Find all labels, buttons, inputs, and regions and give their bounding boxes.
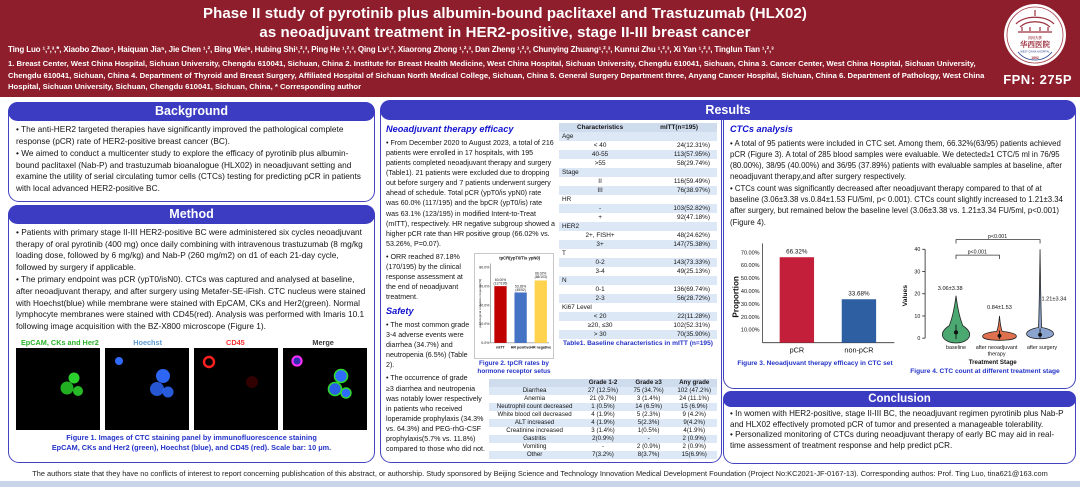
figure1-label-merge: Merge: [312, 338, 334, 348]
svg-text:60.0%: 60.0%: [479, 284, 490, 289]
figure3-chart: [730, 230, 900, 360]
safety-subheading: Safety: [386, 306, 414, 317]
conclusion-heading: Conclusion: [723, 391, 1076, 407]
svg-text:after neoadjuvant: after neoadjuvant: [975, 344, 1018, 351]
table1: Characteristics mITT(n=195) Age < 40 24(12.31%) 40-55 113(57.95%) >55 58(29.74%) Stage II 116(59.49%) III 76(38.97%) HR - 103(52.82%) + 92(47.18%) HER2 2+, FISH+ 48(24.62%) 3+ 147(75.38%) T 0-2 143(73.33%) 3-4 49(25.13%) N 0-1 136(69.74%) 2-3 56(28.72%) Ki67 Level < 20 22(11.28%) ≥20, ≤30 102(52.31%) > 30 70(35.90%): [559, 123, 717, 339]
background-section: [8, 102, 375, 202]
figure3-block: [730, 230, 900, 376]
figure2-chart: [474, 253, 554, 359]
svg-text:3.06±3.38: 3.06±3.38: [937, 285, 963, 292]
table2: Grade 1-2 Grade ≥3 Any grade Diarrhea 27 (12.5%) 75 (34.7%) 102 (47.2%) Anemia 21 (9.7%) 3 (1.4%) 24 (11.1%) Neutrophil count decreased 1 (0.5%) 14 (6.5%) 15 (6.9%) White blood cell decreased 4 (1.9%) 5 (2.3%) 9 (4.2%) ALT increased 4 (1.9%) 5(2.3%) 9(4.2%) Creatinine increased 3 (1.4%) 1(0.5%) 4(1.9%) Gastritis 2(0.9%) - 2 (0.9%) Vomiting - 2 (0.9%) 2 (0.9%) Other 7(3.2%) 8(3.7%) 15(6.9%): [489, 379, 717, 459]
figure3-y-axis-label: Proportion: [731, 275, 741, 318]
svg-text:0: 0: [917, 335, 921, 342]
poster-number-badge: FPN: 275P: [1003, 72, 1072, 87]
poster-title-line1: Phase II study of pyrotinib plus albumin-bound paclitaxel and Trastuzumab (HLX02): [202, 5, 807, 22]
svg-text:20.0%: 20.0%: [479, 321, 490, 326]
ctcs-paragraph-2: • CTCs count was significantly decreased after neoadjuvant therapy compared to that of at baseline (3.06±3.38 vs.0.84±1.53 FU/5ml, p< 0.001). CTCs count slightly increased to 1.21±3.34 after surgery, but remained below the baseline level (3.06±3.38 vs. 1.21±3.34 FU/5ml, p<0.001) (Figure 4).: [730, 184, 1063, 227]
svg-text:1.21±3.34: 1.21±3.34: [1041, 296, 1067, 303]
svg-text:30: 30: [914, 269, 921, 276]
svg-text:HR positive: HR positive: [510, 345, 531, 350]
svg-text:66.02%: 66.02%: [535, 271, 547, 276]
figure1-label-epcam: EpCAM, CKs and Her2: [20, 338, 99, 348]
figure4-y-axis-label: Values: [901, 284, 909, 306]
figure2-x-ticks: [496, 345, 551, 349]
method-bullet-2: • The primary endpoint was pCR (ypT0/isN0). CTCs was captured and analysed at baseline, after neoadjuvant therapy, and after surgery using Metafer-SE-iFish. CTC nucleus were stained with Hoechst(blue) while membrane were stained with EpCAM, CKs and Her2(green). Normal lymphocyte membranes were stained with CD45(red). Analysis was performed with Imaris 10.1 following image acquisition with the BZ-X800 microscope (Figure 1).: [16, 274, 366, 331]
figure1-panel-epcam: [16, 348, 100, 430]
svg-text:80.0%: 80.0%: [479, 265, 490, 270]
figure4-y-ticks: [914, 247, 920, 342]
figure4-block: [900, 230, 1070, 376]
svg-text:40.0%: 40.0%: [479, 303, 490, 308]
figure1-caption-line1: Figure 1. Images of CTC staining panel by immunofluorescence staining: [66, 433, 317, 443]
figure2-y-axis-label: pathological complete response(%): [477, 278, 482, 328]
safety-paragraph-1: • The most common grade 3-4 adverse events were diarrhea (34.7%) and neutropenia (6.5%) (Table 2).: [386, 321, 470, 370]
results-efficacy-column: [380, 100, 722, 463]
figure4-pvalue-mid: p<0.001: [967, 249, 987, 256]
figure1-panels: [9, 347, 374, 431]
logo-cn-small: 四川大学: [1028, 36, 1042, 40]
figure2-y-ticks: [479, 265, 490, 345]
figure2-bar-hr-negative: [535, 280, 547, 342]
svg-text:(117/195): (117/195): [493, 281, 508, 286]
efficacy-subheading: Neoadjuvant therapy efficacy: [386, 124, 514, 134]
logo-en: WEST CHINA HOSPITAL: [1020, 50, 1050, 54]
svg-text:33.68%: 33.68%: [848, 289, 870, 297]
svg-text:53.26%: 53.26%: [515, 284, 527, 289]
svg-text:60.00%: 60.00%: [494, 277, 507, 282]
conclusion-bullet-1: • In women with HER2-positive, stage II-III BC, the neoadjuvant regimen pyrotinib plus Nab-P and HLX02 effectively promoted pCR of tumor and presented a manageable tolerability.: [730, 409, 1064, 429]
figure2-bar-hr-positive: [514, 292, 526, 342]
svg-text:0.84±1.53: 0.84±1.53: [987, 304, 1012, 311]
figure4-violin-after-surgery: [1027, 249, 1054, 338]
safety-paragraph-2: • The occurrence of grade ≥3 diarrhea and neutropenia was notably lower respectively in patients who received loperamide prophylaxis (34.3% vs. 64.3%) and PEG-rhG-CSF prophylaxis(5.7% vs. 11.8%) compared to those who did not.: [386, 374, 485, 453]
hospital-logo: [1004, 4, 1066, 66]
figure2-title: tpCR(ypT0/Tis ypN0): [499, 255, 541, 261]
svg-text:0.0%: 0.0%: [481, 340, 490, 345]
svg-text:20.00%: 20.00%: [740, 314, 760, 321]
bottom-accent-strip: [0, 481, 1080, 487]
results-ctcs-column: [723, 100, 1076, 389]
svg-text:50.00%: 50.00%: [740, 275, 760, 282]
figure4-pvalue-top: p<0.001: [987, 233, 1008, 240]
conclusion-section: [723, 391, 1076, 464]
ctcs-paragraph-1: • A total of 95 patients were included in CTC set. Among them, 66.32%(63/95) patients achieved pCR (Figure 3). A total of 285 blood samples were evaluable. We detected≥1 CTC/5 ml in 76/95 (80.00%), 38/95 (40.00%) and 36/95 (37.89%) patients with evaluable samples at baseline, after neoadjuvant therapy,and after surgery respectively.: [730, 139, 1063, 182]
svg-text:40.00%: 40.00%: [740, 288, 760, 295]
conclusion-bullet-2: • Personalized monitoring of CTCs during neoadjuvant therapy of early BC may aid in real-time assessment of treatment response and help predict pCR.: [730, 430, 1055, 450]
logo-cn: 华西医院: [1020, 40, 1050, 49]
background-heading: Background: [8, 102, 375, 121]
background-bullet-2: • We aimed to conduct a multicenter study to explore the efficacy of pyrotinib plus albumin-bound paclitaxel (Nab-P) and trastuzumab bioanalogue (HLX02) in neoadjuvant setting and examine the utility of serial circulating tumor cells (CTCs) testing for predicting pCR in patients with local advanced HER2-positive BC.: [16, 148, 361, 194]
method-heading: Method: [8, 205, 375, 224]
method-bullet-1: • Patients with primary stage II-III HER2-positive BC were administered six cycles neoadjuvant therapy of oral pyrotinib (400 mg) once daily combining with intravenous trastuzumab (8 mg/kg loading dose, followed by 6 mg/kg) and Nab-P (260 mg/m2) on d1 of each 21-day cycle, followed by surgery if applicable.: [16, 227, 363, 272]
figure3-y-ticks: [741, 250, 760, 333]
figure1-panel-merge: [283, 348, 367, 430]
svg-text:non-pCR: non-pCR: [844, 345, 874, 355]
figure3-bar-non-pcr: [842, 299, 876, 342]
disclosure-footer: The authors state that they have no conflicts of interest to report concerning publishcation of this abstract, or authorship. Study sponsored by Beijing Science and Technology Innovation Medical Development Foundation (Project No:KC2021-JF-0167-13). Corresponding authos: Prof. Ting Luo, tina621@163.com: [0, 466, 1080, 481]
svg-text:20: 20: [914, 291, 921, 298]
figure2-caption: Figure 2. tpCR rates by hormone receptor setus: [477, 359, 551, 375]
figure3-caption: Figure 3. Neoadjuvant therapy efficacy in CTC set: [737, 360, 893, 368]
figure3-bar-pcr: [780, 257, 814, 342]
svg-text:(49/92): (49/92): [515, 287, 526, 292]
figure1-panel-hoechst: [105, 348, 189, 430]
method-section: [8, 205, 375, 463]
figure2-block: [474, 253, 554, 376]
affiliations: 1. Breast Center, West China Hospital, Sichuan University, Chengdu 610041, Sichuan, China 2. Institute for Breast Health Medicine, West China Hospital, Sichuan University, Chengdu 610041, Sichuan, China 3. Cancer Center, West China Hospital, Sichuan University, Chengdu 610041, Sichuan, China 4. Department of Thyroid and Breast Surgery, Affiliated Hospital of Sichuan North Medical College, Sichuan, China 5. General Surgery Department three, Anyang Cancer Hospital, Sichuan, China 6. Department of Pathology, West China Hospital, Sichuan University, Sichuan, Chengdu 610041, Sichuan, China, * Corresponding author: [8, 59, 985, 92]
svg-text:40: 40: [914, 246, 921, 253]
ctcs-subheading: CTCs analysis: [730, 124, 793, 134]
svg-text:therapy: therapy: [987, 351, 1006, 358]
svg-text:baseline: baseline: [945, 344, 967, 351]
logo-year: 1892: [1031, 56, 1039, 60]
figure3-x-ticks: [790, 345, 874, 354]
background-bullet-1: • The anti-HER2 targeted therapies have significantly improved the pathological complete response (pCR) rate of HER2-positive breast cancer (BC).: [16, 124, 344, 146]
figure4-significance-brackets: [956, 234, 1040, 259]
poster-title-line2: as neoadjuvant treatment in HER2-positive, stage II-III breast cancer: [259, 24, 751, 41]
figure4-caption: Figure 4. CTC count at different treatment stage: [910, 367, 1060, 375]
figure4-chart: [900, 230, 1070, 367]
figure1-panel-labels: [9, 338, 374, 347]
svg-text:66.32%: 66.32%: [786, 247, 808, 255]
svg-text:pCR: pCR: [789, 345, 805, 355]
svg-text:(68/103): (68/103): [534, 274, 547, 279]
figure1-label-hoechst: Hoechst: [133, 338, 163, 348]
svg-text:60.00%: 60.00%: [740, 262, 760, 269]
results-heading: Results: [380, 100, 1076, 120]
figure1-panel-cd45: [194, 348, 278, 430]
svg-text:mITT: mITT: [496, 345, 505, 350]
efficacy-paragraph: • From December 2020 to August 2023, a total of 216 patients were enrolled in 17 hospitals, with 195 patients completed neoadjuvant therapy and surgery (Table1). 21 patients were excluded due to dropping out before surgery and 7 patients underwent surgery ahead of schedule. Total pCR (ypT0/is ypN0) rate was 60.0% (117/195) and the bpCR (ypT0/is) rate was 63.1% (123/195) in modified Intent-to-Treat (mITT), respectively. HR negative subgroup showed a higher pCR rate than HR positive group (66.02% vs. 53.26%, P=0.07).: [386, 139, 556, 248]
table1-baseline-characteristics: [559, 123, 717, 348]
figure1-caption-line2: EpCAM, CKs and Her2 (green), Hoechst (blue), and CD45 (red). Scale bar: 10 μm.: [51, 442, 332, 452]
authors-line: Ting Luo ¹,²,³,*, Xiaobo Zhao⁴, Haiquan Jia⁵, Jie Chen ¹,², Bing Wei⁶, Hubing Shi¹,²,³, Ping He ¹,²,³, Qing Lv¹,², Xiaorong Zhong ¹,²,³, Dan Zheng ¹,²,³, Chunying Zhuang¹,²,³, Kunrui Zhu ¹,²,³, Xi Yan ¹,²,³, Tinglun Tian ¹,²,³: [8, 45, 774, 54]
orr-paragraph: • ORR reached 87.18% (170/195) by the clinical response assessment at the end of neoadjuvant treatment.: [386, 252, 463, 301]
svg-text:10: 10: [914, 313, 921, 320]
svg-text:after surgery: after surgery: [1026, 344, 1058, 351]
svg-text:30.00%: 30.00%: [740, 301, 760, 308]
table1-caption: Table1. Baseline characteristics in mITT (n=195): [563, 340, 713, 347]
figure4-x-axis-label: Treatment Stage: [968, 358, 1017, 366]
figure4-x-ticks: [946, 344, 1057, 357]
svg-text:10.00%: 10.00%: [740, 327, 760, 334]
svg-text:HR negative: HR negative: [530, 345, 552, 350]
table2-adverse-events: [489, 379, 717, 460]
svg-text:70.00%: 70.00%: [740, 249, 760, 256]
poster-header: [0, 0, 1080, 97]
figure1-label-cd45: CD45: [226, 338, 245, 348]
figure2-bar-mitt: [494, 286, 506, 343]
